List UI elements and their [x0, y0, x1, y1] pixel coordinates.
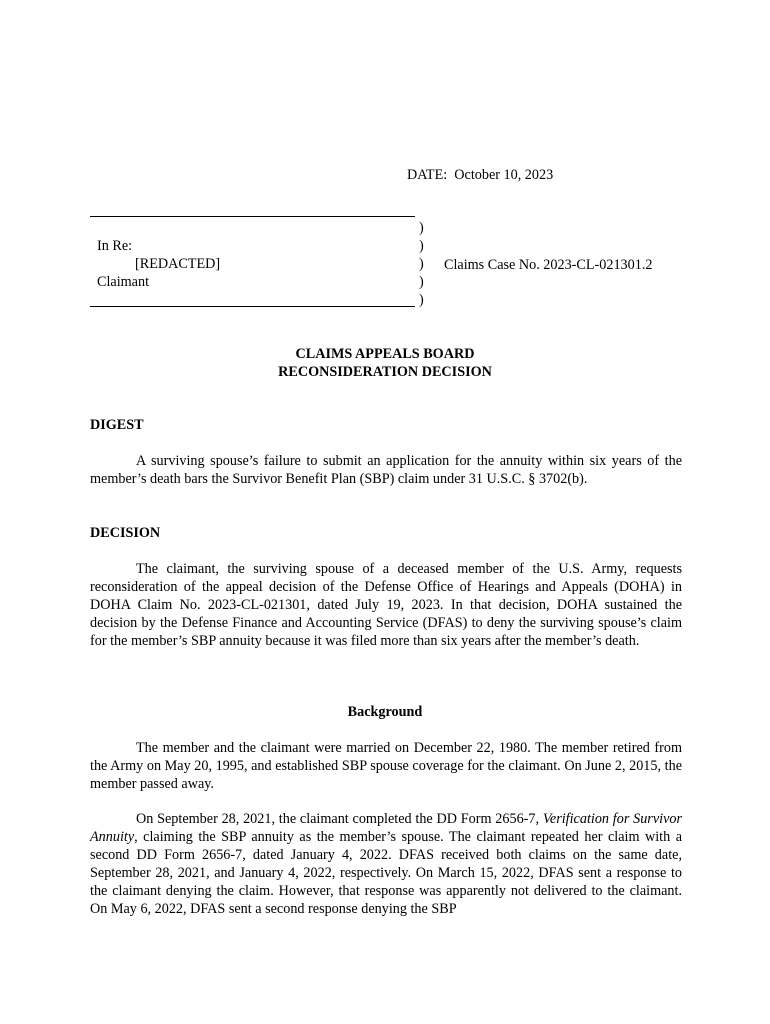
background-heading: Background	[347, 704, 423, 720]
decision-text: The claimant, the surviving spouse of a deceased member of the U.S. Army, requests reconsideration of the appeal decision of the Defense Office of Hearings and Appeals (DOHA) in DOHA Claim No. 2023-CL-021301, dated July 19, 2023. In that decision, DOHA sustained the decision by the Defense Finance and Accounting Service (DFAS) to deny the surviving spouse’s claim for the member’s SBP annuity because it was filed more than six years after the member’s death.	[90, 561, 682, 649]
decision-date: DATE: October 10, 2023	[407, 167, 554, 183]
background-text-1: The member and the claimant were married on December 22, 1980. The member retired from the Army on May 20, 1995, and established SBP spouse coverage for the claimant. On June 2, 2015, the member passed away.	[90, 740, 682, 792]
document-title	[90, 345, 680, 381]
background-paragraph-1	[90, 739, 682, 793]
caption-parentheses	[419, 219, 424, 309]
decision-paragraph	[90, 560, 682, 650]
caption-paren: )	[419, 274, 424, 290]
background-paragraph-2	[90, 810, 682, 918]
caption-paren: )	[419, 220, 424, 236]
caption-bottom-rule	[90, 306, 415, 307]
caption-paren: )	[419, 238, 424, 254]
digest-paragraph	[90, 452, 682, 488]
caption-paren: )	[419, 292, 424, 308]
title-line-1: CLAIMS APPEALS BOARD	[295, 346, 475, 362]
form-title: Verification for Survivor Annuity	[90, 811, 682, 845]
caption-in-re: In Re:	[97, 238, 133, 254]
background-text-2a: On September 28, 2021, the claimant completed the DD Form 2656-7,	[136, 811, 543, 827]
claims-case-number: Claims Case No. 2023-CL-021301.2	[444, 257, 653, 273]
caption-top-rule	[90, 216, 415, 217]
title-line-2: RECONSIDERATION DECISION	[278, 364, 492, 380]
digest-text: A surviving spouse’s failure to submit an application for the annuity within six years of the member’s death bars the Survivor Benefit Plan (SBP) claim under 31 U.S.C. § 3702(b).	[90, 453, 682, 487]
digest-heading: DIGEST	[90, 417, 144, 433]
caption-redacted-name: [REDACTED]	[135, 256, 221, 272]
decision-heading: DECISION	[90, 525, 161, 541]
background-text-2b: , claiming the SBP annuity as the member’s spouse. The claimant repeated her claim with a second DD Form 2656-7, dated January 4, 2022. DFAS received both claims on the same date, September 28, 2021, and January 4, 2022, respectively. On March 15, 2022, DFAS sent a response to the claimant denying the claim. However, that response was apparently not delivered to the claimant. On May 6, 2022, DFAS sent a second response denying the SBP	[90, 829, 682, 917]
caption-paren: )	[419, 256, 424, 272]
caption-party-block	[97, 237, 220, 291]
caption-claimant-label: Claimant	[97, 274, 150, 290]
